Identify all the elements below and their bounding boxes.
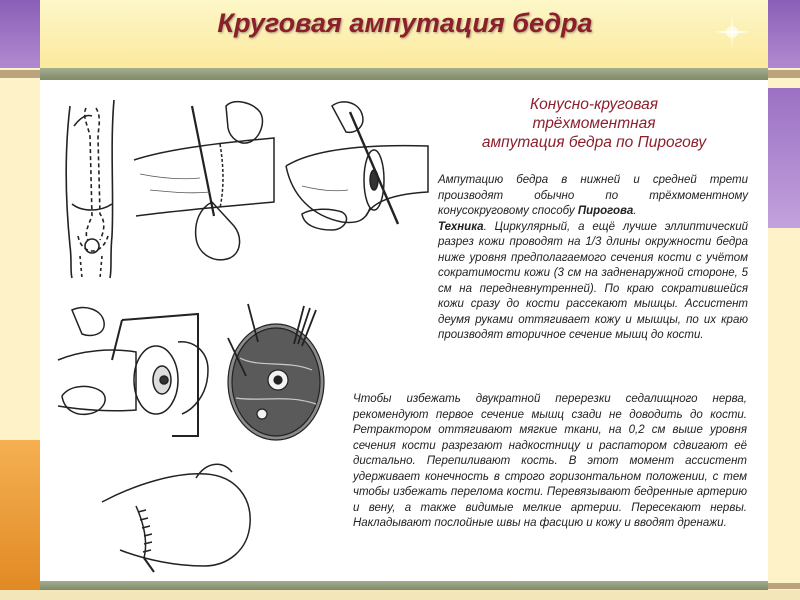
- divider-stub: [768, 70, 800, 78]
- right-purple-accent: [768, 88, 800, 228]
- sparkle-icon: [712, 12, 752, 52]
- bone-sawing-illustration: [52, 300, 212, 450]
- header-divider-bar: [40, 68, 768, 80]
- skin-incision-illustration: [130, 98, 278, 268]
- paragraph-text: .: [633, 205, 637, 217]
- author-name: Пирогова: [577, 205, 634, 217]
- subtitle-line: трёхмоментная: [532, 115, 656, 132]
- divider-stub: [768, 583, 800, 589]
- subtitle-line: ампутация бедра по Пирогову: [481, 134, 707, 151]
- paragraph-text: Ампутацию бедра в нижней и средней трети производят обычно по трёхмоментному конусокруговому способу: [438, 174, 748, 217]
- slide-title: Круговая ампутация бедра: [217, 8, 593, 38]
- subtitle-line: Конусно-круговая: [529, 96, 658, 113]
- procedure-paragraph: Чтобы избежать двукратной перерезки седалищного нерва, рекомендуют первое сечение мышц сзади не доводить до кости. Ретрактором оттягивают мягкие ткани, на 0,2 см выше уровня сечения кости разрезают надкостницу и распатором сдвигают её дистально. Перепиливают кость. В этот момент ассистент удерживает конечность в строго горизонтальном положении, с тем чтобы избежать перелома кости. Перевязывают бедренные артерию и вену, а также видимые мелкие артерии. Пересекают нервы. Накладывают послойные швы на фасцию и кожу и вводят дренажи.: [353, 393, 747, 529]
- footer-divider-bar: [40, 581, 768, 590]
- footer-strip: [0, 590, 800, 600]
- left-orange-accent: [0, 440, 40, 590]
- corner-accent-left: [0, 0, 40, 68]
- technique-label: Техника: [438, 220, 484, 233]
- corner-accent-right: [768, 0, 800, 68]
- stump-cross-section-illustration: [218, 298, 330, 450]
- leg-bone-outline-illustration: [52, 96, 128, 280]
- section-subtitle: [440, 95, 748, 152]
- paragraph-text: . Циркулярный, а ещё лучше эллиптический разрез кожи проводят на 1/3 длины окружности бедра ниже уровня предполагаемого сечения кости с учётом сократимости кожи (3 см на задненаружной стороне, 5 см на передневнутренней). По краю сократившейся кожи сразу до кости рассекают мышцы. Ассистент деумя руками оттягивает кожу и мышцы, по их краю производят вторичное сечение мышц до кости.: [438, 220, 748, 341]
- sutured-stump-illustration: [96, 454, 256, 574]
- technique-paragraph: [438, 173, 748, 344]
- divider-stub: [0, 70, 40, 78]
- muscle-section-illustration: [282, 96, 432, 264]
